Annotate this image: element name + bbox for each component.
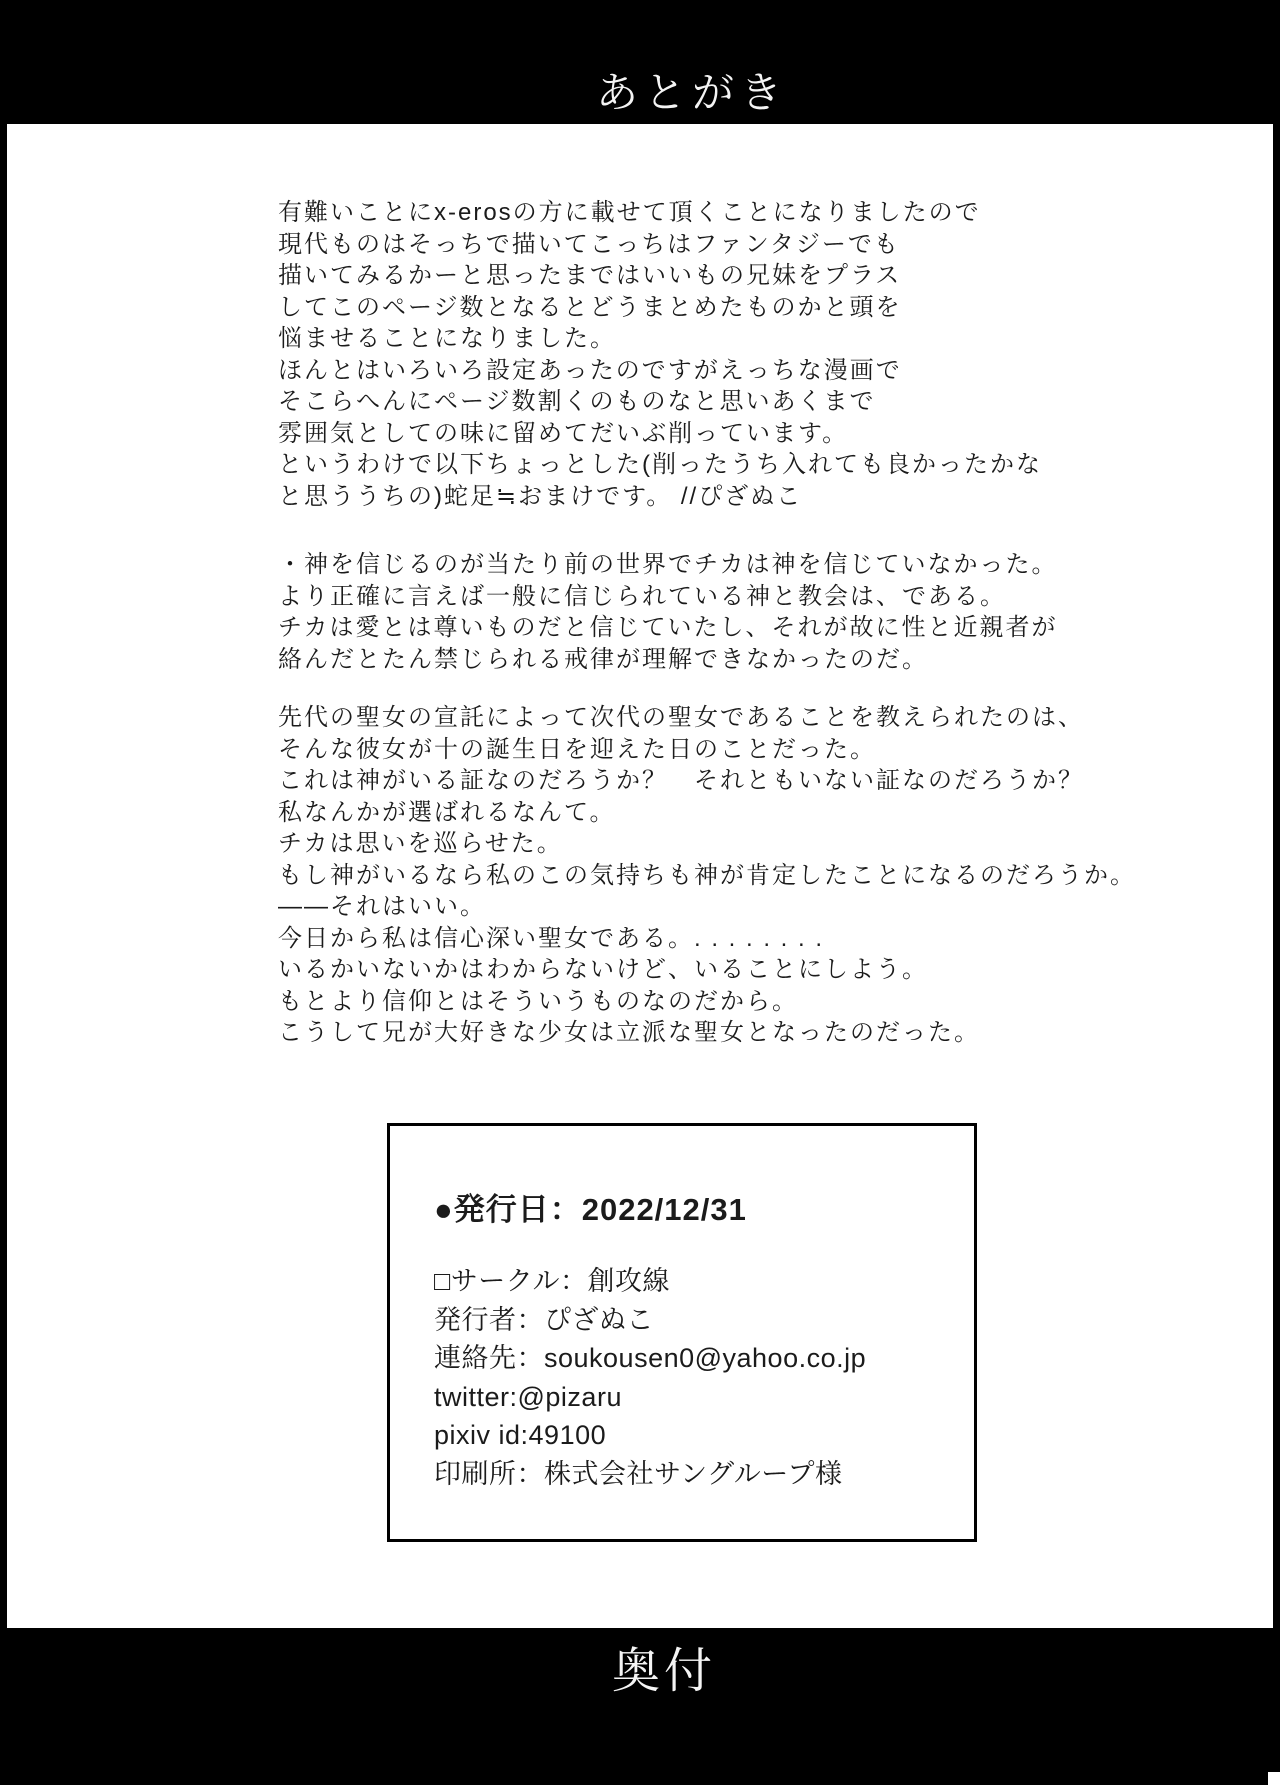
afterword-paragraph-3 [278,702,1208,1049]
afterword-line: そんな彼女が十の誕生日を迎えた日のことだった。 [278,735,876,763]
afterword-line: ほんとはいろいろ設定あったのですがえっちな漫画で [278,356,902,384]
scan-corner-notch [1268,1772,1280,1785]
page-border-left [0,0,7,1785]
afterword-paragraph-1 [278,197,1208,512]
afterword-line: こうして兄が大好きな少女は立派な聖女となったのだった。 [278,1019,980,1046]
afterword-line: 有難いことにx-erosの方に載せて頂くことになりましたので [278,199,981,226]
colophon-circle-line: □サークル：創攻線 [434,1266,670,1296]
footer-title: 奥付 [612,1645,717,1698]
colophon-info-list [434,1262,954,1493]
afterword-line: 悩ませることになりました。 [278,325,616,352]
afterword-line: 雰囲気としての味に留めてだいぶ削っています。 [278,419,849,447]
afterword-line: 私なんかが選ばれるなんて。 [278,798,616,826]
afterword-line: ・神を信じるのが当たり前の世界でチカは神を信じていなかった。 [278,551,1058,578]
colophon-printer-line: 印刷所：株式会社サングループ様 [434,1458,843,1489]
page-title: あとがき [596,69,789,116]
colophon-pixiv-line: pixiv id:49100 [434,1420,607,1450]
afterword-line: ——それはいい。 [278,893,486,920]
colophon-contact-line: 連絡先：soukousen0@yahoo.co.jp [434,1343,867,1373]
afterword-line: いるかいないかはわからないけど、いることにしよう。 [278,956,928,983]
afterword-line: と思ううちの)蛇足≒おまけです。 //ぴざぬこ [278,482,803,510]
afterword-line: もし神がいるなら私のこの気持ちも神が肯定したことになるのだろうか。 [278,861,1136,889]
afterword-line: してこのページ数となるとどうまとめたものかと頭を [278,293,902,321]
afterword-line: 先代の聖女の宣託によって次代の聖女であることを教えられたのは、 [278,704,1084,731]
afterword-line: これは神がいる証なのだろうか？ それともいない証なのだろうか？ [278,767,1084,794]
afterword-line: より正確に言えば一般に信じられている神と教会は、である。 [278,582,1006,610]
afterword-line: 絡んだとたん禁じられる戒律が理解できなかったのだ。 [278,645,928,673]
page-border-right [1273,0,1280,1785]
afterword-line: そこらへんにページ数割くのものなと思いあくまで [278,388,876,415]
afterword-line: チカは愛とは尊いものだと信じていたし、それが故に性と近親者が [278,614,1058,641]
afterword-line: もとより信仰とはそういうものなのだから。 [278,987,798,1015]
colophon-twitter-line: twitter:@pizaru [434,1381,622,1412]
afterword-line: チカは思いを巡らせた。 [278,830,563,857]
header-bar [0,0,1280,124]
afterword-line: というわけで以下ちょっとした(削ったうち入れても良かったかな [278,451,1042,478]
colophon-box [387,1123,977,1542]
footer-bar [0,1628,1280,1785]
afterword-line: 描いてみるかーと思ったまではいいもの兄妹をプラス [278,262,902,289]
afterword-line: 現代ものはそっちで描いてこっちはファンタジーでも [278,230,900,258]
colophon-author-line: 発行者：ぴざぬこ [434,1304,654,1335]
afterword-paragraph-2 [278,549,1208,675]
colophon-publish-date: ●発行日：2022/12/31 [434,1192,747,1227]
afterword-line: 今日から私は信心深い聖女である。. . . . . . . . [278,924,825,952]
